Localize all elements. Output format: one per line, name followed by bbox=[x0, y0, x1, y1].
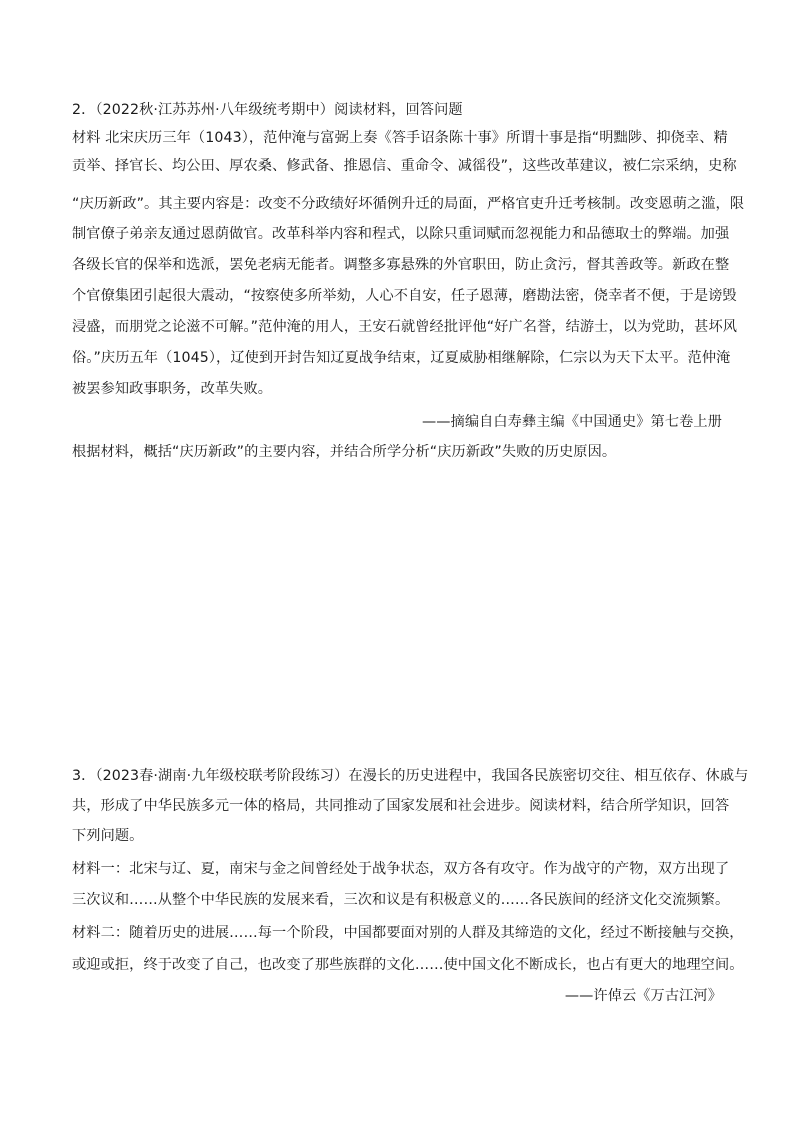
q3-line-3: 下列问题。 bbox=[72, 828, 144, 844]
q2-material-line-9: 被罢参知政事职务，改革失败。 bbox=[72, 381, 273, 397]
q2-material-line-4: 制官僚子弟亲友通过恩荫做官。改革科举内容和程式，以除只重词赋而忽视能力和品德取士的弊端。加强 bbox=[72, 226, 730, 242]
question-2-title: 2．（2022秋·江苏苏州·八年级统考期中）阅读材料，回答问题 bbox=[72, 102, 463, 118]
q2-material-line-1: 材料 北宋庆历三年（1043），范仲淹与富弼上奏《答手诏条陈十事》所谓十事是指“明黜陟、抑侥幸、精 bbox=[72, 130, 728, 146]
q2-material-line-2: 贡举、择官长、均公田、厚农桑、修武备、推恩信、重命令、减徭役”，这些改革建议，被仁宗采纳，史称 bbox=[72, 158, 737, 174]
q2-material-line-5: 各级长官的保举和选派，罢免老病无能者。调整多寡悬殊的外官职田，防止贪污，督其善政等。新政在整 bbox=[72, 257, 730, 273]
q2-material-line-8: 俗。”庆历五年（1045），辽使到开封告知辽夏战争结束，辽夏威胁相继解除，仁宗以为天下太平。范仲淹 bbox=[72, 350, 731, 366]
q2-material-line-3: “庆历新政”。其主要内容是：改变不分政绩好坏循例升迁的局面，严格官吏升迁考核制。改变恩萌之滥，限 bbox=[72, 196, 745, 212]
q3-material-1-line-2: 三次议和……从整个中华民族的发展来看，三次和议是有积极意义的……各民族间的经济文化交流频繁。 bbox=[72, 892, 730, 908]
q3-material-1-line-1: 材料一：北宋与辽、夏，南宋与金之间曾经处于战争状态，双方各有攻守。作为战守的产物，双方出现了 bbox=[72, 861, 730, 877]
q3-line-2: 共，形成了中华民族多元一体的格局，共同推动了国家发展和社会进步。阅读材料，结合所学知识，回答 bbox=[72, 798, 730, 814]
q3-line-1: 3．（2023春·湖南·九年级校联考阶段练习）在漫长的历史进程中，我国各民族密切交往、相互依存、休戚与 bbox=[72, 768, 749, 784]
q3-material-2-line-1: 材料二：随着历史的进展……每一个阶段，中国都要面对别的人群及其缔造的文化，经过不断接触与交换， bbox=[72, 925, 744, 941]
q3-material-2-line-2: 或迎或拒，终于改变了自己，也改变了那些族群的文化……使中国文化不断成长，也占有更大的地理空间。 bbox=[72, 957, 744, 973]
q2-question: 根据材料，概括“庆历新政”的主要内容，并结合所学分析“庆历新政”失败的历史原因。 bbox=[72, 444, 617, 460]
q2-material-line-7: 浸盛，而朋党之论滋不可解。”范仲淹的用人，王安石就曾经批评他“好广名誉，结游士，以为党助，甚坏风 bbox=[72, 319, 738, 335]
q2-material-line-6: 个官僚集团引起很大震动，“按察使多所举劾，人心不自安，任子恩薄，磨勘法密，侥幸者不便，于是谤毁 bbox=[72, 288, 737, 304]
q2-source: ——摘编自白寿彝主编《中国通史》第七卷上册 bbox=[421, 414, 722, 430]
q3-source: ——许倬云《万古江河》 bbox=[564, 988, 722, 1004]
